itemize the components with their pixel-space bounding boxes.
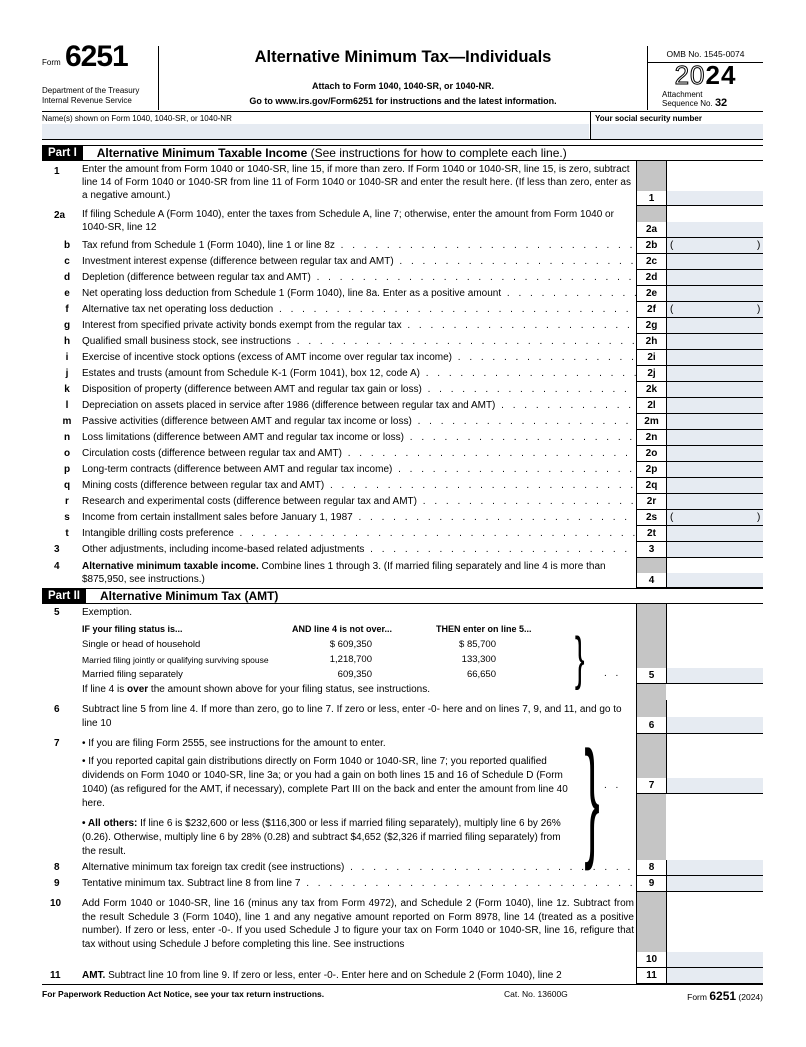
line-2b-close-paren: ) <box>757 240 761 251</box>
line-2f <box>42 302 763 318</box>
footer-form <box>687 989 763 1003</box>
line-6-gray-amt <box>666 700 763 717</box>
line-2r-box: 2r <box>636 494 666 510</box>
line-2j-text: Estates and trusts (amount from Schedule K-1 (Form 1041), box 12, code A) . . . <box>82 366 636 382</box>
line-2p-text: Long-term contracts (difference between AMT and regular tax income) . . . <box>82 462 636 478</box>
form-header <box>42 40 763 112</box>
line-5-note-c: the amount shown above for your filing status, see instructions. <box>148 684 430 695</box>
exemption-amount-1: 133,300 <box>461 654 496 665</box>
line-2i <box>42 350 763 366</box>
line-7-gray <box>636 734 666 778</box>
line-5-brace: } <box>574 626 585 691</box>
line-10-number: 10 <box>50 898 62 909</box>
line-9-box: 9 <box>636 876 666 892</box>
line-2e-text: Net operating loss deduction from Schedule 1 (Form 1040), line 8a. Enter as a positive amount . . . <box>82 286 636 302</box>
line-1-amount[interactable] <box>666 191 763 206</box>
line-7-gray-amt <box>666 734 763 778</box>
line-2r <box>42 494 763 510</box>
line-2m <box>42 414 763 430</box>
line-2m-letter: m <box>62 416 72 427</box>
line-6-gray <box>636 700 666 717</box>
line-2l-box: 2l <box>636 398 666 414</box>
exemption-amount-0: $ 85,700 <box>459 639 496 650</box>
name-label: Name(s) shown on Form 1040, 1040-SR, or 1040-NR <box>42 114 232 123</box>
line-2g-text: Interest from specified private activity bonds exempt from the regular tax . . . <box>82 318 636 334</box>
line-7-number: 7 <box>54 738 60 749</box>
form-id-block <box>42 40 159 110</box>
line-5-gray-b <box>636 684 666 700</box>
line-2q-text: Mining costs (difference between regular tax and AMT) . . . <box>82 478 636 494</box>
line-2j-amount[interactable] <box>666 366 763 382</box>
form-word: Form <box>42 58 61 67</box>
omb-block <box>648 46 763 110</box>
line-2s-box: 2s <box>636 510 666 526</box>
form-6251 <box>42 40 763 1003</box>
line-6-text: Subtract line 5 from line 4. If more than zero, go to line 7. If zero or less, enter -0- here and on lines 7, 9, and 11, and go to line 10 <box>82 704 622 729</box>
line-2g-amount[interactable] <box>666 318 763 334</box>
line-2d-box: 2d <box>636 270 666 286</box>
line-2a-gray <box>636 206 666 222</box>
line-2i-amount[interactable] <box>666 350 763 366</box>
line-5-note <box>82 682 430 698</box>
line-5-leader: . . <box>604 668 622 679</box>
line-2q <box>42 478 763 494</box>
title-block <box>159 46 648 110</box>
exemption-status-1: Married filing jointly or qualifying surviving spouse <box>82 655 269 665</box>
line-9-amount[interactable] <box>666 876 763 892</box>
line-2d-text: Depletion (difference between regular tax and AMT) . . . <box>82 270 636 286</box>
line-2c-text: Investment interest expense (difference between regular tax and AMT) . . . <box>82 254 636 270</box>
line-2i-text: Exercise of incentive stock options (excess of AMT income over regular tax income) . . . <box>82 350 636 366</box>
line-2e-letter: e <box>64 288 70 299</box>
line-1-text: Enter the amount from Form 1040 or 1040-SR, line 15, if more than zero. If Form 1040 or 1040-SR, line 15, is zero, subtract line 14 of Form 1040 or 1040-SR from line 11 of Form 1040 or 1040-SR and enter the result here. (If less than zero, enter as a negative amount.) <box>82 164 631 201</box>
sequence-number: 32 <box>714 97 728 109</box>
line-2r-letter: r <box>65 496 69 507</box>
year-suffix: 24 <box>705 60 737 90</box>
line-2q-box: 2q <box>636 478 666 494</box>
form-title: Alternative Minimum Tax—Individuals <box>254 48 552 66</box>
line-10-gray-amt <box>666 892 763 952</box>
exemption-col-limit: AND line 4 is not over... <box>292 624 393 634</box>
line-2m-amount[interactable] <box>666 414 763 430</box>
line-2l-text: Depreciation on assets placed in service after 1986 (difference between regular tax and AMT) . . . <box>82 398 636 414</box>
part1-title-note: (See instructions for how to complete each line.) <box>310 146 567 160</box>
line-8 <box>42 860 763 876</box>
line-2a-amount[interactable] <box>666 222 763 238</box>
line-5-gray-amt <box>666 604 763 668</box>
line-2k-amount[interactable] <box>666 382 763 398</box>
exemption-limit-1: 1,218,700 <box>329 654 372 665</box>
line-2r-amount[interactable] <box>666 494 763 510</box>
line-2f-letter: f <box>65 304 69 315</box>
part1-header <box>42 145 763 161</box>
dept-line-2: Internal Revenue Service <box>42 96 132 105</box>
exemption-col-amount: THEN enter on line 5... <box>436 624 532 634</box>
line-7-amount[interactable] <box>666 778 763 794</box>
line-7-all-others: • All others: <box>82 818 138 829</box>
line-5-number: 5 <box>54 607 60 618</box>
sequence-label: Sequence No. <box>662 99 713 108</box>
line-2q-amount[interactable] <box>666 478 763 494</box>
line-3-text: Other adjustments, including income-based related adjustments . . . <box>82 542 636 558</box>
line-10-text: Add Form 1040 or 1040-SR, line 16 (minus any tax from Form 4972), and Schedule 2 (Form 1040), line 1z. Subtract from the result Schedule 3 (Form 1040), line 1 and any negative amount reported on Form 8978, line 14 (treated as a positive number). If zero or less, enter -0-. If you used Schedule J to figure your tax on Form 1040 or 1040-SR, line 16, refigure that tax without using Schedule J before completing this line. See instructions <box>82 898 634 950</box>
line-2i-letter: i <box>65 352 69 363</box>
line-2h-amount[interactable] <box>666 334 763 350</box>
line-5-text: Exemption. <box>82 607 133 618</box>
line-2a <box>42 206 763 238</box>
line-2p <box>42 462 763 478</box>
line-11-bold: AMT. <box>82 970 106 981</box>
footer-notice: For Paperwork Reduction Act Notice, see your tax return instructions. <box>42 989 325 999</box>
line-3-amount[interactable] <box>666 542 763 558</box>
part1-title-text: Alternative Minimum Taxable Income <box>96 146 308 160</box>
line-10-amount[interactable] <box>666 952 763 968</box>
line-4-gray-amt <box>666 558 763 573</box>
line-10-box: 10 <box>636 952 666 968</box>
line-5-box: 5 <box>636 668 666 684</box>
attach-note: Attach to Form 1040, 1040-SR, or 1040-NR. <box>311 81 495 91</box>
line-4-bold: Alternative minimum taxable income. <box>82 561 259 572</box>
line-2e-box: 2e <box>636 286 666 302</box>
line-2k-box: 2k <box>636 382 666 398</box>
line-7-brace: } <box>584 724 600 871</box>
attachment-sequence <box>662 90 727 108</box>
exemption-status-2: Married filing separately <box>82 669 183 680</box>
line-6-amount[interactable] <box>666 717 763 734</box>
line-2s-close-paren: ) <box>757 512 761 523</box>
line-4-rest: Combine lines 1 through 3. (If married filing separately and line 4 is more than $875,950, see instructions.) <box>82 561 606 585</box>
line-7-box: 7 <box>636 778 666 794</box>
line-8-box: 8 <box>636 860 666 876</box>
part1-label: Part I <box>42 146 83 161</box>
line-7-bullet-3 <box>82 817 572 859</box>
line-2f-box: 2f <box>636 302 666 318</box>
line-2h-text: Qualified small business stock, see instructions . . . <box>82 334 636 350</box>
line-3-number: 3 <box>54 544 60 555</box>
line-4-amount[interactable] <box>666 573 763 588</box>
line-2t-amount[interactable] <box>666 526 763 542</box>
footer-form-word: Form <box>687 992 707 1002</box>
line-8-amount[interactable] <box>666 860 763 876</box>
line-2o-amount[interactable] <box>666 446 763 462</box>
line-2m-text: Passive activities (difference between AMT and regular tax income or loss) . . . <box>82 414 636 430</box>
exemption-limit-0: $ 609,350 <box>329 639 372 650</box>
ssn-label: Your social security number <box>590 112 763 140</box>
line-2d-amount[interactable] <box>666 270 763 286</box>
line-2f-close-paren: ) <box>757 304 761 315</box>
omb-number: OMB No. 1545-0074 <box>648 49 763 63</box>
line-2b-letter: b <box>63 240 71 251</box>
line-2c-box: 2c <box>636 254 666 270</box>
tax-year <box>648 61 763 89</box>
line-9-text: Tentative minimum tax. Subtract line 8 from line 7 . . . <box>82 876 636 892</box>
line-2k-text: Disposition of property (difference between AMT and regular tax gain or loss) . . . <box>82 382 636 398</box>
line-11 <box>42 968 763 984</box>
line-2a-number: 2a <box>54 210 66 221</box>
exemption-limit-2: 609,350 <box>337 669 372 680</box>
line-7-gray-b <box>636 794 666 860</box>
line-11-text <box>82 968 636 984</box>
line-2h <box>42 334 763 350</box>
department <box>42 86 139 106</box>
attachment-label: Attachment <box>662 90 703 99</box>
line-8-number: 8 <box>54 862 60 873</box>
line-4-box: 4 <box>636 573 666 588</box>
exemption-amount-2: 66,650 <box>466 669 496 680</box>
line-1 <box>42 161 763 206</box>
line-1-gray <box>636 161 666 191</box>
line-11-number: 11 <box>50 970 61 981</box>
line-5 <box>42 604 763 700</box>
line-2s-open-paren: ( <box>670 512 674 523</box>
line-2s-text: Income from certain installment sales before January 1, 1987 . . . <box>82 510 636 526</box>
line-1-number: 1 <box>54 166 60 177</box>
form-number: 6251 <box>65 40 128 73</box>
year-prefix: 20 <box>674 60 706 90</box>
goto-note: Go to www.irs.gov/Form6251 for instructions and the latest information. <box>249 96 557 106</box>
line-6 <box>42 700 763 734</box>
line-11-box: 11 <box>636 968 666 984</box>
line-2l-amount[interactable] <box>666 398 763 414</box>
line-2p-amount[interactable] <box>666 462 763 478</box>
line-7-text <box>82 737 572 859</box>
exemption-col-status: IF your filing status is... <box>82 624 183 634</box>
line-2b-box: 2b <box>636 238 666 254</box>
line-2b-open-paren: ( <box>670 240 674 251</box>
line-2c <box>42 254 763 270</box>
line-4-text <box>82 560 632 586</box>
line-2n <box>42 430 763 446</box>
line-2c-amount[interactable] <box>666 254 763 270</box>
line-2m-box: 2m <box>636 414 666 430</box>
line-2a-gray-amt <box>666 206 763 222</box>
line-2o-letter: o <box>63 448 71 459</box>
line-2j-box: 2j <box>636 366 666 382</box>
line-2p-box: 2p <box>636 462 666 478</box>
line-2s-letter: s <box>64 512 70 523</box>
line-2j <box>42 366 763 382</box>
line-2n-text: Loss limitations (difference between AMT and regular tax income or loss) . . . <box>82 430 636 446</box>
line-2f-text: Alternative tax net operating loss deduction . . . <box>82 302 636 318</box>
line-7-leader: . . <box>604 780 622 791</box>
name-field[interactable] <box>42 124 589 139</box>
line-11-amount[interactable] <box>666 968 763 984</box>
line-2t-box: 2t <box>636 526 666 542</box>
line-2a-text: If filing Schedule A (Form 1040), enter the taxes from Schedule A, line 7; otherwise, enter the amount from Form 1040 or 1040-SR, line 12 <box>82 209 614 233</box>
line-2t-text: Intangible drilling costs preference . . . <box>82 526 636 542</box>
name-row <box>42 112 763 140</box>
line-2c-letter: c <box>64 256 70 267</box>
part1-title <box>97 146 567 160</box>
line-2a-box: 2a <box>636 222 666 238</box>
line-2o-text: Circulation costs (difference between regular tax and AMT) . . . <box>82 446 636 462</box>
exemption-status-0: Single or head of household <box>82 639 201 650</box>
line-5-gray <box>636 604 666 668</box>
line-2q-letter: q <box>63 480 71 491</box>
line-2g <box>42 318 763 334</box>
line-2b <box>42 238 763 254</box>
line-7-bullet-3-text: If line 6 is $232,600 or less ($116,300 or less if married filing separately), multiply line 6 by 26% (0.26). Otherwise, multiply line 6 by 28% (0.28) and subtract $4,652 ($2,326 if married filing separately) from the result. <box>82 818 561 857</box>
line-5-amount[interactable] <box>666 668 763 684</box>
line-7-bullet-1: • If you are filing Form 2555, see instructions for the amount to enter. <box>82 738 386 749</box>
line-2b-text: Tax refund from Schedule 1 (Form 1040), line 1 or line 8z . . . <box>82 238 636 254</box>
line-2t-letter: t <box>65 528 69 539</box>
line-2h-letter: h <box>63 336 71 347</box>
line-2b-amount[interactable] <box>666 238 763 254</box>
line-4 <box>42 558 763 588</box>
line-2e <box>42 286 763 302</box>
line-2l-letter: l <box>65 400 69 411</box>
line-2g-letter: g <box>63 320 71 331</box>
line-1-box: 1 <box>636 191 666 206</box>
line-2s <box>42 510 763 526</box>
footer <box>42 984 763 1003</box>
line-2k-letter: k <box>64 384 70 395</box>
part2-label: Part II <box>42 589 86 604</box>
dept-line-1: Department of the Treasury <box>42 86 140 95</box>
catalog-number: Cat. No. 13600G <box>504 989 568 999</box>
line-2n-letter: n <box>63 432 71 443</box>
footer-form-number: 6251 <box>709 989 737 1003</box>
line-10 <box>42 892 763 968</box>
line-2g-box: 2g <box>636 318 666 334</box>
line-3-box: 3 <box>636 542 666 558</box>
line-6-number: 6 <box>54 704 60 715</box>
line-2s-amount[interactable] <box>666 510 763 526</box>
ssn-field[interactable] <box>591 124 763 139</box>
line-2h-box: 2h <box>636 334 666 350</box>
line-2t <box>42 526 763 542</box>
line-9-number: 9 <box>54 878 60 889</box>
line-3 <box>42 542 763 558</box>
footer-year: (2024) <box>738 992 763 1002</box>
line-8-text: Alternative minimum tax foreign tax credit (see instructions) . . . <box>82 860 636 876</box>
line-2f-open-paren: ( <box>670 304 674 315</box>
line-9 <box>42 876 763 892</box>
line-2l <box>42 398 763 414</box>
line-4-gray <box>636 558 666 573</box>
line-2j-letter: j <box>65 368 69 379</box>
line-10-gray <box>636 892 666 952</box>
line-1-gray-amt <box>666 161 763 191</box>
line-2i-box: 2i <box>636 350 666 366</box>
line-2o-box: 2o <box>636 446 666 462</box>
line-2n-amount[interactable] <box>666 430 763 446</box>
line-2d <box>42 270 763 286</box>
line-11-rest: Subtract line 10 from line 9. If zero or less, enter -0-. Enter here and on Schedule 2 (Form 1040), line 2 <box>105 970 562 981</box>
line-6-box: 6 <box>636 717 666 734</box>
line-2f-amount[interactable] <box>666 302 763 318</box>
line-2k <box>42 382 763 398</box>
line-5-note-over: over <box>127 684 149 695</box>
line-2r-text: Research and experimental costs (difference between regular tax and AMT) . . . <box>82 494 636 510</box>
line-2o <box>42 446 763 462</box>
line-5-note-a: If line 4 is <box>82 684 128 695</box>
line-2e-amount[interactable] <box>666 286 763 302</box>
lines-2b-2t <box>42 238 763 542</box>
line-2d-letter: d <box>63 272 71 283</box>
line-2p-letter: p <box>63 464 71 475</box>
line-2n-box: 2n <box>636 430 666 446</box>
part2-header <box>42 588 763 604</box>
line-4-number: 4 <box>54 561 60 572</box>
line-7-bullet-2: • If you reported capital gain distributions directly on Form 1040 or 1040-SR, line 7; you reported qualified dividends on Form 1040 or 1040-SR, line 3a; or you had a gain on both lines 15 and 16 of Schedule D (Form 1040) (as refigured for the AMT, if necessary), complete Part III on the back and enter the amount from line 40 here. <box>82 756 568 809</box>
part2-title: Alternative Minimum Tax (AMT) <box>99 589 279 603</box>
